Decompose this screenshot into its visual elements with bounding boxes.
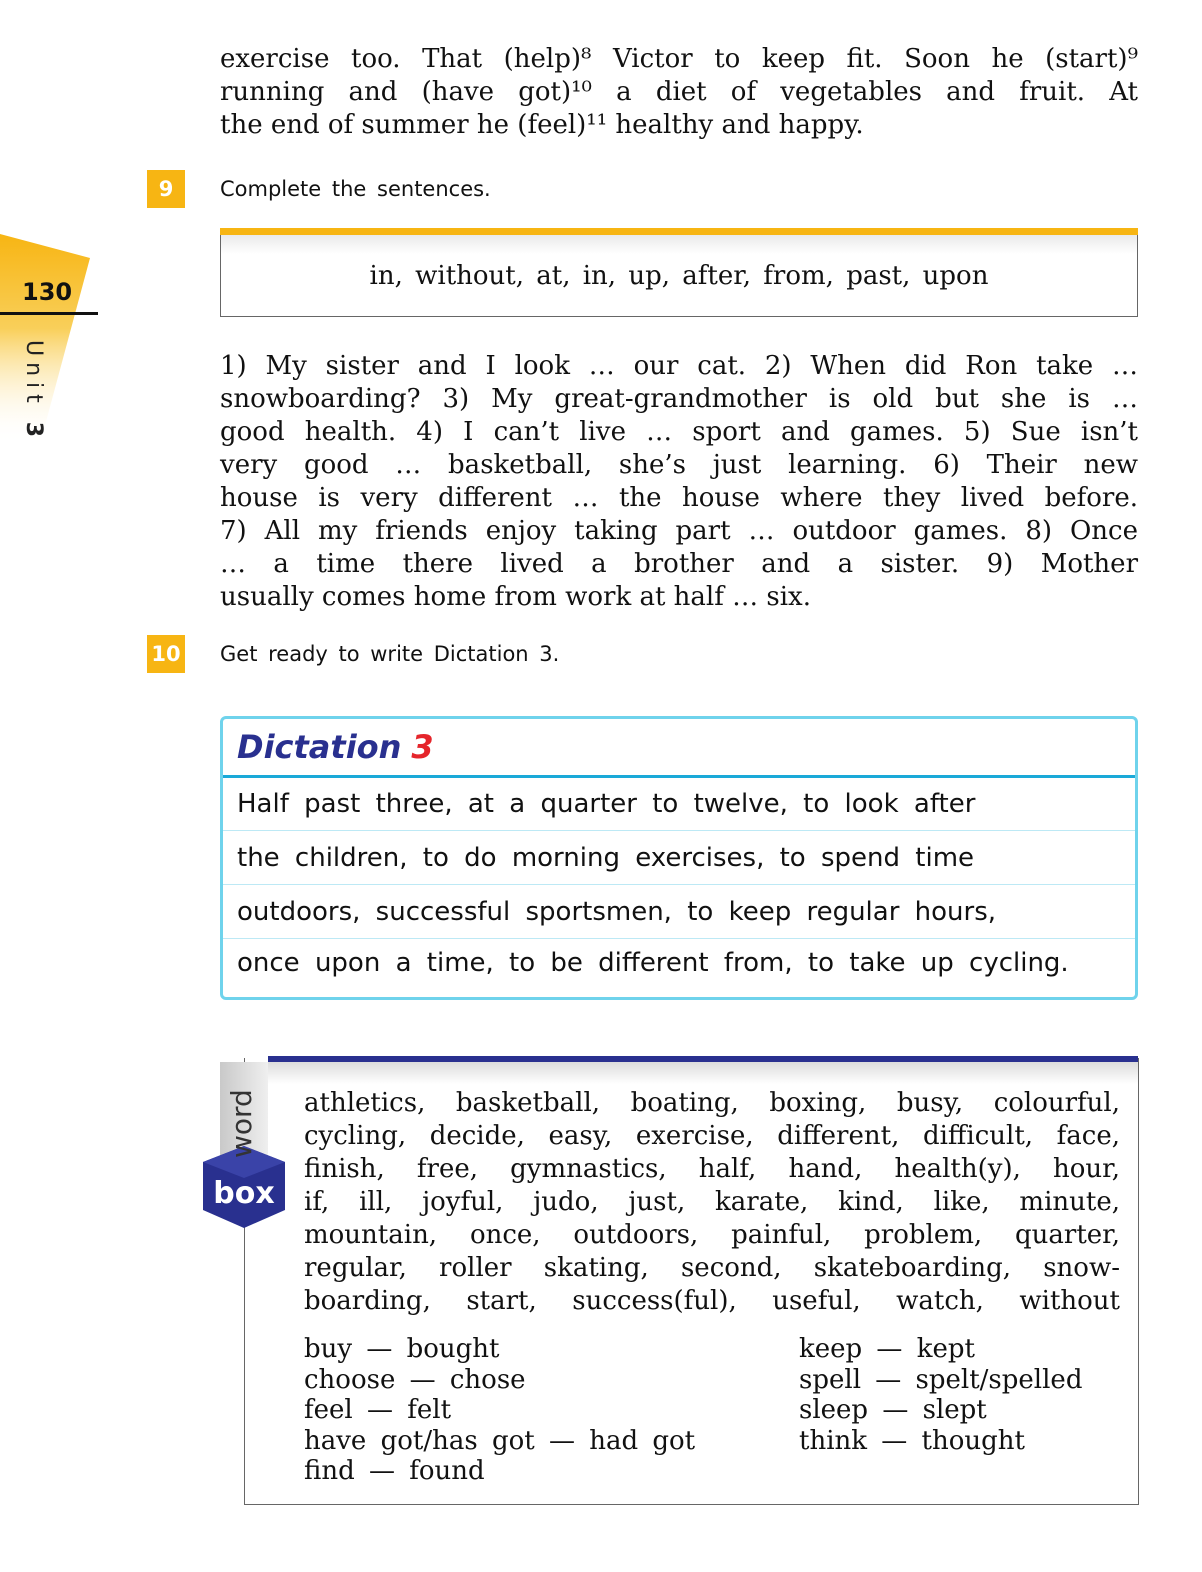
dictation-number: 3	[411, 728, 434, 766]
dictation-title-word: Dictation	[237, 728, 402, 766]
word-box-line: mountain, once, outdoors, painful, problem, quarter,	[304, 1220, 1120, 1250]
sentence-line: usually comes home from work at half … six.	[220, 582, 811, 612]
exercise-10-instruction: Get ready to write Dictation 3.	[220, 642, 560, 666]
dictation-line: Half past three, at a quarter to twelve, to look after	[223, 778, 1135, 831]
word-box-line: boarding, start, success(ful), useful, watch, without	[304, 1286, 1120, 1316]
word-list-box-bar	[220, 228, 1138, 235]
sentence-line: good health. 4) I can’t live … sport and games. 5) Sue isn’t	[220, 417, 1138, 447]
verb-row: sleep — slept	[799, 1395, 987, 1425]
word-box-line: cycling, decide, easy, exercise, different, difficult, face,	[304, 1121, 1120, 1151]
dictation-box	[220, 716, 1138, 1000]
verb-row: feel — felt	[304, 1395, 452, 1425]
word-list-box	[220, 228, 1138, 317]
exercise-9-instruction: Complete the sentences.	[220, 177, 491, 201]
word-box-line: athletics, basketball, boating, boxing, busy, colourful,	[304, 1088, 1120, 1118]
top-paragraph	[220, 43, 1138, 142]
irregular-verbs-left	[304, 1334, 784, 1487]
irregular-verbs-right	[799, 1334, 1129, 1456]
sentence-line: 1) My sister and I look … our cat. 2) When did Ron take …	[220, 351, 1138, 381]
verb-row: keep — kept	[799, 1334, 975, 1364]
unit-label	[16, 340, 46, 443]
word-box-line: finish, free, gymnastics, half, hand, health(y), hour,	[304, 1154, 1120, 1184]
word-box-shade	[268, 1062, 1138, 1084]
sentence-line: house is very different … the house where they lived before.	[220, 483, 1138, 513]
dictation-title	[237, 728, 434, 766]
word-box-list	[304, 1087, 1120, 1318]
dictation-header	[223, 719, 1135, 778]
word-box-badge-box: box	[213, 1176, 275, 1211]
paragraph-line: running and (have got)¹⁰ a diet of vegetables and fruit. At	[220, 77, 1138, 107]
unit-word: Unit	[21, 340, 46, 409]
word-list: in, without, at, in, up, after, from, past, upon	[369, 261, 989, 291]
verb-row: find — found	[304, 1456, 485, 1486]
sentence-line: 7) All my friends enjoy taking part … outdoor games. 8) Once	[220, 516, 1138, 546]
verb-row: have got/has got — had got	[304, 1425, 696, 1456]
verb-row: buy — bought	[304, 1334, 500, 1364]
dictation-line: outdoors, successful sportsmen, to keep regular hours,	[223, 886, 1135, 939]
paragraph-line: exercise too. That (help)⁸ Victor to keep fit. Soon he (start)⁹	[220, 44, 1138, 74]
verb-row: choose — chose	[304, 1364, 526, 1395]
dictation-line: the children, to do morning exercises, to spend time	[223, 832, 1135, 885]
unit-number: 3	[21, 421, 46, 444]
sentence-line: very good … basketball, she’s just learning. 6) Their new	[220, 450, 1138, 480]
dictation-line: once upon a time, to be different from, to take up cycling.	[237, 948, 1069, 978]
paragraph-line: the end of summer he (feel)¹¹ healthy and happy.	[220, 110, 864, 140]
sentence-line: snowboarding? 3) My great-grandmother is old but she is …	[220, 384, 1138, 414]
exercise-number-10: 10	[147, 635, 185, 673]
verb-row: think — thought	[799, 1425, 1025, 1456]
word-box-line: if, ill, joyful, judo, just, karate, kind, like, minute,	[304, 1187, 1120, 1217]
word-box-line: regular, roller skating, second, skateboarding, snow-	[304, 1253, 1120, 1283]
page-number: 130	[22, 278, 73, 306]
exercise-9-sentences	[220, 350, 1138, 614]
word-box-badge-word: word	[225, 1089, 258, 1159]
verb-row: spell — spelt/spelled	[799, 1364, 1083, 1395]
page-number-rule	[0, 312, 98, 315]
sentence-line: … a time there lived a brother and a sister. 9) Mother	[220, 549, 1138, 579]
exercise-number-9: 9	[147, 170, 185, 208]
